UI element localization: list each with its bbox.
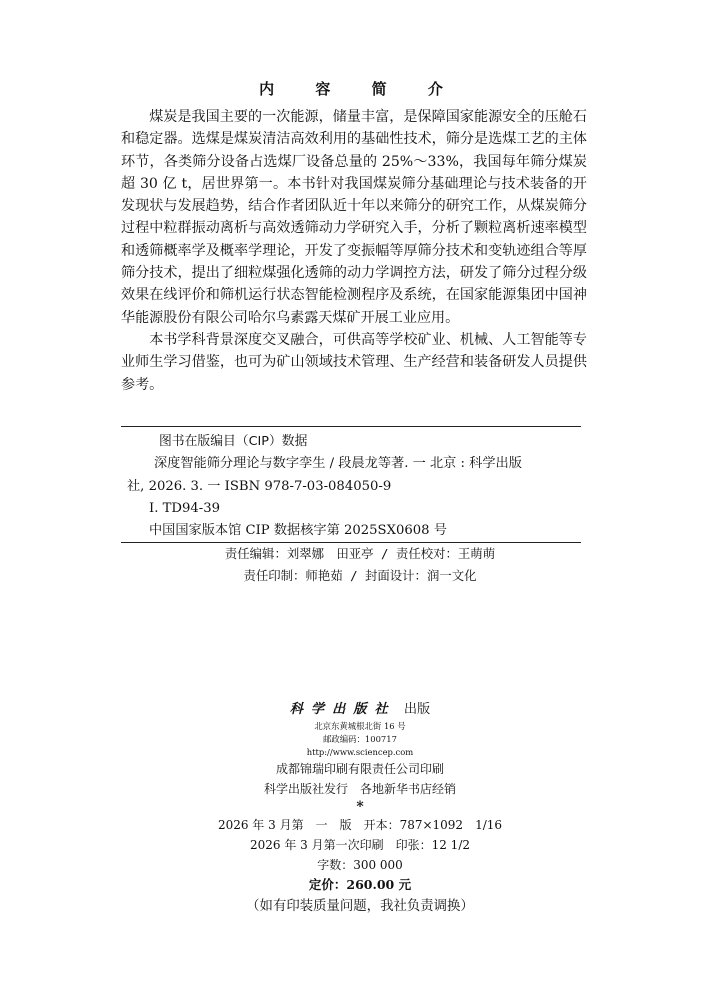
cip-entry-line: 社, 2026. 3. 一 ISBN 978-7-03-084050-9 <box>127 478 392 494</box>
cip-entry-line: 深度智能筛分理论与数字孪生 / 段晨龙等著. 一 北京 : 科学出版 <box>154 456 522 472</box>
staff-line: 责任编辑：刘翠娜 田亚亭 / 责任校对：王萌萌 <box>224 546 496 561</box>
staff-credits <box>0 543 720 587</box>
printer-line: 成都锦瑞印刷有限责任公司印刷 <box>275 762 444 776</box>
publisher-address: 北京东黄城根北街 16 号 <box>314 721 406 731</box>
page-title: 内 容 简 介 <box>259 80 461 98</box>
separator-star: * <box>356 799 364 815</box>
publisher-suffix: 出版 <box>403 702 431 717</box>
publisher-website: http://www.sciencep.com <box>306 747 414 757</box>
distribution-line: 科学出版社发行 各地新华书店经销 <box>263 782 456 796</box>
summary-paragraph: 本书学科背景深度交叉融合，可供高等学校矿业、机械、人工智能等专业师生学习借鉴，也可为矿山领域技术管理、生产经营和装备研发人员提供参考。 <box>121 331 587 393</box>
publisher-brand: 科学出版社 <box>289 702 396 717</box>
cip-approval: 中国国家版本馆 CIP 数据核字第 2025SX0608 号 <box>149 523 447 539</box>
printing-line: 2026 年 3 月第一次印刷 印张：12 1/2 <box>249 838 470 852</box>
publisher-line <box>0 700 720 720</box>
word-count: 字数：300 000 <box>317 858 403 872</box>
cip-block <box>121 426 581 543</box>
summary-paragraph: 煤炭是我国主要的一次能源，储量丰富，是保障国家能源安全的压舱石和稳定器。选煤是煤炭清洁高效利用的基础性技术，筛分是选煤工艺的主体环节，各类筛分设备占选煤厂设备总量的 25%～33%，我国每年筛分煤炭超 30 亿 t，居世界第一。本书针对我国煤炭筛分基础理论与技术装备的开发现状与发展趋势，结合作者团队近十年以来筛分的研究工作，从煤炭筛分过程中粒群振动离析与高效透筛动力学研究入手，分析了颗粒离析速率模型和透筛概率学及概率学理论，开发了变振幅等厚筛分技术和变轨迹组合等厚筛分技术，提出了细粒煤强化透筛的动力学调控方法，研发了筛分过程分级效果在线评价和筛机运行状态智能检测程序及系统，在国家能源集团中国神华能源股份有限公司哈尔乌素露天煤矿开展工业应用。 <box>121 109 587 326</box>
summary-body <box>121 106 587 396</box>
cip-title: 图书在版编目（CIP）数据 <box>159 434 308 449</box>
staff-line: 责任印制：师艳茹 / 封面设计：润一文化 <box>243 568 477 583</box>
quality-notice: （如有印装质量问题，我社负责调换） <box>246 899 474 914</box>
price-line: 定价：260.00 元 <box>308 877 412 892</box>
edition-line: 2026 年 3 月第 一 版 开本：787×1092 1/16 <box>217 818 503 832</box>
imprint-block <box>0 700 720 917</box>
cip-classification: Ⅰ. TD94-39 <box>149 500 220 516</box>
publisher-postcode: 邮政编码：100717 <box>323 734 397 744</box>
